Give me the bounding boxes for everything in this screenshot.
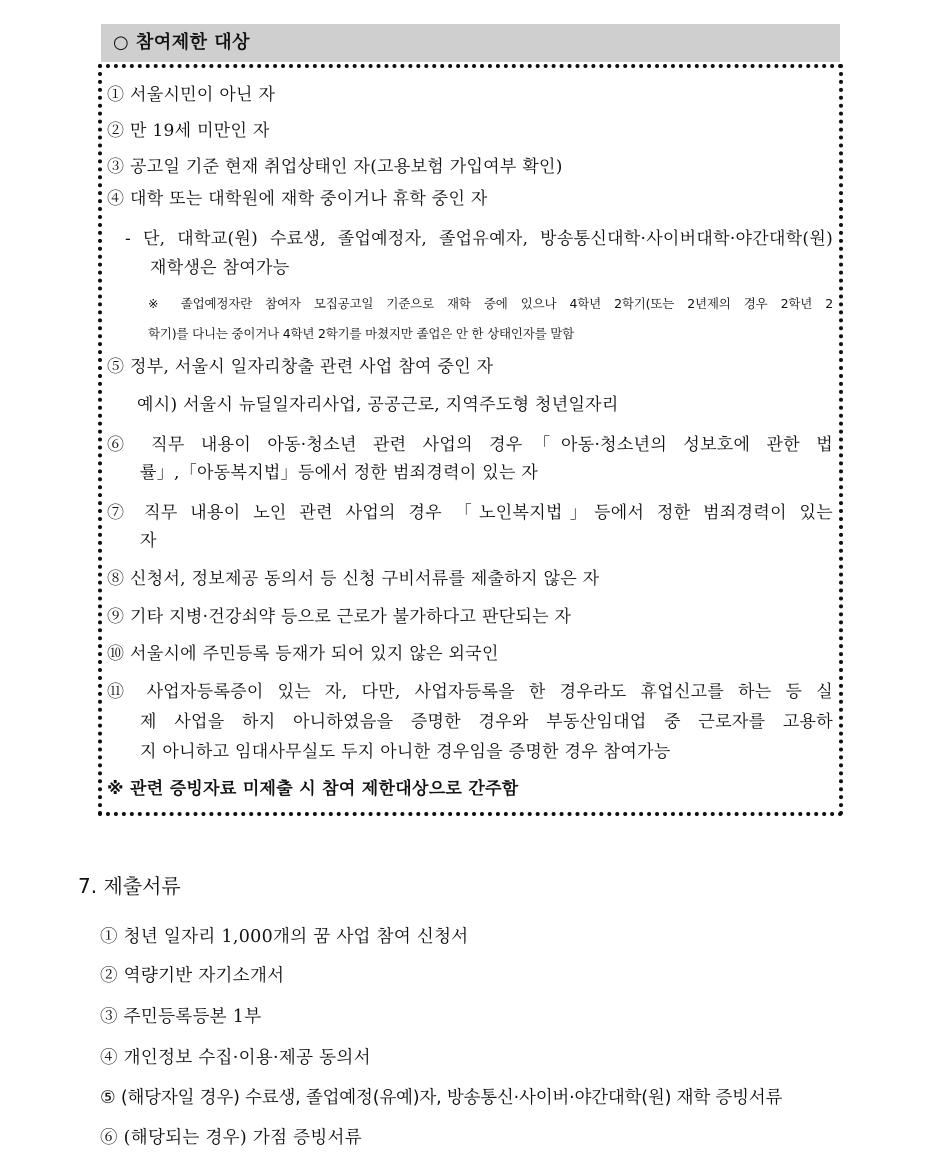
restriction-item: ② 만 19세 미만인 자	[107, 121, 270, 141]
document-item: ④ 개인정보 수집·이용·제공 동의서	[100, 1048, 371, 1068]
document-item: ⑥ (해당되는 경우) 가점 증빙서류	[100, 1128, 362, 1148]
restriction-item: ⑩ 서울시에 주민등록 등재가 되어 있지 않은 외국인	[107, 644, 499, 664]
restriction-item: ⑨ 기타 지병·건강쇠약 등으로 근로가 불가하다고 판단되는 자	[107, 607, 572, 627]
restriction-item: ⑧ 신청서, 정보제공 동의서 등 신청 구비서류를 제출하지 않은 자	[107, 569, 600, 589]
restriction-item-cont: 지 아니하고 임대사무실도 두지 아니한 경우임을 증명한 경우 참여가능	[140, 742, 671, 762]
documents-title: 7. 제출서류	[78, 874, 181, 898]
document-item: ⑤ (해당자일 경우) 수료생, 졸업예정(유예)자, 방송통신·사이버·야간대학(원) 재학 증빙서류	[100, 1088, 783, 1108]
restriction-exception: - 단, 대학교(원) 수료생, 졸업예정자, 졸업유예자, 방송통신대학·사이버대학·야간대학(원)	[125, 229, 833, 249]
restriction-item: ⑪ 사업자등록증이 있는 자, 다만, 사업자등록을 한 경우라도 휴업신고를 하는 등 실	[107, 682, 833, 702]
restriction-item-cont: 자	[140, 531, 157, 551]
restriction-item: ⑤ 정부, 서울시 일자리창출 관련 사업 참여 중인 자	[107, 357, 494, 377]
document-item: ② 역량기반 자기소개서	[100, 966, 285, 986]
restriction-example: 예시) 서울시 뉴딜일자리사업, 공공근로, 지역주도형 청년일자리	[137, 395, 619, 415]
restriction-item: ⑥ 직무 내용이 아동·청소년 관련 사업의 경우「아동·청소년의 성보호에 관한 법	[107, 435, 833, 455]
restriction-header: ○ 참여제한 대상	[101, 24, 840, 62]
restriction-note: ※ 졸업예정자란 참여자 모집공고일 기준으로 재학 중에 있으나 4학년 2학기(또는 2년제의 경우 2학년 2	[148, 296, 833, 311]
document-item: ③ 주민등록등본 1부	[100, 1007, 262, 1027]
restriction-item: ④ 대학 또는 대학원에 재학 중이거나 휴학 중인 자	[107, 189, 488, 209]
restriction-item: ⑦ 직무 내용이 노인 관련 사업의 경우 「노인복지법」등에서 정한 범죄경력이 있는	[107, 503, 833, 523]
restriction-note-cont: 학기)를 다니는 중이거나 4학년 2학기를 마쳤지만 졸업은 안 한 상태인자를 말함	[148, 326, 575, 341]
restriction-footnote: ※ 관련 증빙자료 미제출 시 참여 제한대상으로 간주함	[107, 779, 519, 799]
restriction-exception-cont: 재학생은 참여가능	[150, 258, 290, 278]
restriction-item: ① 서울시민이 아닌 자	[107, 85, 276, 105]
restriction-item-cont: 률」,「아동복지법」등에서 정한 범죄경력이 있는 자	[140, 463, 539, 483]
document-item: ① 청년 일자리 1,000개의 꿈 사업 참여 신청서	[100, 927, 469, 947]
restriction-item-cont: 제 사업을 하지 아니하였음을 증명한 경우와 부동산임대업 중 근로자를 고용하	[140, 712, 833, 732]
restriction-item: ③ 공고일 기준 현재 취업상태인 자(고용보험 가입여부 확인)	[107, 157, 563, 177]
